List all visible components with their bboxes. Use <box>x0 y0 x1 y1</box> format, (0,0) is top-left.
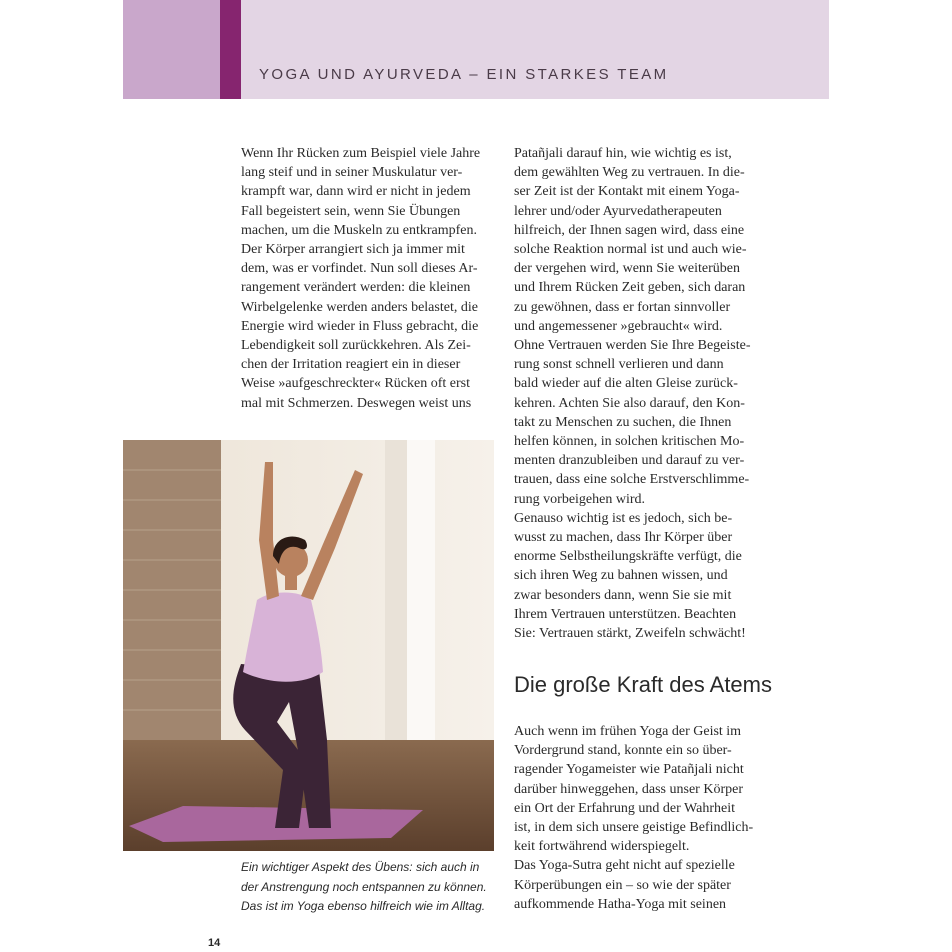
text-line: zu gewöhnen, dass er fortan sinnvoller <box>514 299 731 315</box>
text-line: und angemessener »gebraucht« wird. <box>514 318 723 334</box>
text-line: Körperübungen ein – so wie der später <box>514 877 731 893</box>
text-line: Weise »aufgeschreckter« Rücken oft erst <box>241 376 470 392</box>
text-line: darüber hinweggehen, dass unser Körper <box>514 781 743 797</box>
text-line: und Ihrem Rücken Zeit geben, sich daran <box>514 280 746 296</box>
header-color-block <box>123 0 220 99</box>
text-line: Lebendigkeit soll zurückkehren. Als Zei- <box>241 338 471 354</box>
page-number: 14 <box>208 937 221 949</box>
text-line: Sie: Vertrauen stärkt, Zweifeln schwächt! <box>514 626 746 642</box>
text-line: lang steif und in seiner Muskulatur ver- <box>241 165 463 181</box>
text-line: Patañjali darauf hin, wie wichtig es ist, <box>514 146 732 161</box>
text-line: kehren. Achten Sie also darauf, den Kon- <box>514 395 745 411</box>
photo-caption <box>241 858 487 917</box>
text-line: helfen können, in solchen kritischen Mo- <box>514 434 745 450</box>
header-band <box>241 0 829 99</box>
text-line: ein Ort der Erfahrung und der Wahrheit <box>514 800 735 816</box>
right-text-column-continued <box>514 722 770 914</box>
caption-line: Ein wichtiger Aspekt des Übens: sich auch in <box>241 860 480 874</box>
text-line: lehrer und/oder Ayurvedatherapeuten <box>514 203 722 219</box>
text-line: trauen, dass eine solche Erstverschlimme- <box>514 472 750 488</box>
section-heading: Die große Kraft des Atems <box>514 672 772 697</box>
yoga-pose-photo <box>123 440 494 851</box>
text-line: dem, was er vorfindet. Nun soll dieses Ar- <box>241 261 478 277</box>
text-line: mal mit Schmerzen. Deswegen weist uns <box>241 395 472 411</box>
text-line: wusst zu machen, dass Ihr Körper über <box>514 530 733 546</box>
text-line: der vergehen wird, wenn Sie weiterüben <box>514 261 740 277</box>
text-line: ragender Yogameister wie Patañjali nicht <box>514 762 744 778</box>
text-line: hilfreich, der Ihnen sagen wird, dass eine <box>514 222 745 238</box>
text-line: takt zu Menschen zu suchen, die Ihnen <box>514 414 732 430</box>
text-line: Wenn Ihr Rücken zum Beispiel viele Jahre <box>241 146 481 161</box>
text-line: ser Zeit ist der Kontakt mit einem Yoga- <box>514 184 740 200</box>
text-line: enorme Selbstheilungskräfte verfügt, die <box>514 549 742 565</box>
text-line: menten dranzubleiben und darauf zu ver- <box>514 453 745 469</box>
caption-line: der Anstrengung noch entspannen zu können. <box>241 879 487 894</box>
text-line: Ohne Vertrauen werden Sie Ihre Begeiste- <box>514 338 751 354</box>
text-line: Das Yoga-Sutra geht nicht auf spezielle <box>514 858 735 874</box>
text-line: ist, in dem sich unsere geistige Befindlich- <box>514 820 754 836</box>
text-line: Genauso wichtig ist es jedoch, sich be- <box>514 510 733 526</box>
text-line: keit fortwährend widerspiegelt. <box>514 839 690 855</box>
text-line: Wirbelgelenke werden anders belastet, die <box>241 299 478 315</box>
running-header-title: YOGA UND AYURVEDA – EIN STARKES TEAM <box>259 66 669 83</box>
text-line: rung sonst schnell verlieren und dann <box>514 357 724 373</box>
text-line: Energie wird wieder in Fluss gebracht, die <box>241 318 479 334</box>
text-line: machen, um die Muskeln zu entkrampfen. <box>241 222 477 238</box>
text-line: Fall begeistert sein, wenn Sie Übungen <box>241 203 461 219</box>
text-line: Vordergrund stand, konnte ein so über- <box>514 743 732 759</box>
text-line: Auch wenn im frühen Yoga der Geist im <box>514 724 742 739</box>
header-accent-strip <box>220 0 241 99</box>
text-line: rung vorbeigehen wird. <box>514 491 646 507</box>
text-line: sich ihren Weg zu bahnen wissen, und <box>514 568 728 584</box>
text-line: aufkommende Hatha-Yoga mit seinen <box>514 896 727 912</box>
text-line: chen der Irritation reagiert ein in dieser <box>241 357 461 373</box>
text-line: dem gewählten Weg zu vertrauen. In die- <box>514 165 745 181</box>
text-line: zwar besonders dann, wenn Sie sie mit <box>514 587 732 603</box>
caption-line: Das ist im Yoga ebenso hilfreich wie im Alltag. <box>241 899 486 913</box>
right-text-column <box>514 144 770 643</box>
text-line: Ihrem Vertrauen unterstützen. Beachten <box>514 606 737 622</box>
text-line: krampft war, dann wird er nicht in jedem <box>241 184 471 200</box>
left-text-column <box>241 144 497 413</box>
text-line: Der Körper arrangiert sich ja immer mit <box>241 242 465 258</box>
text-line: bald wieder auf die alten Gleise zurück- <box>514 376 738 392</box>
text-line: rangement verändert werden: die kleinen <box>241 280 471 296</box>
text-line: solche Reaktion normal ist und auch wie- <box>514 242 747 258</box>
